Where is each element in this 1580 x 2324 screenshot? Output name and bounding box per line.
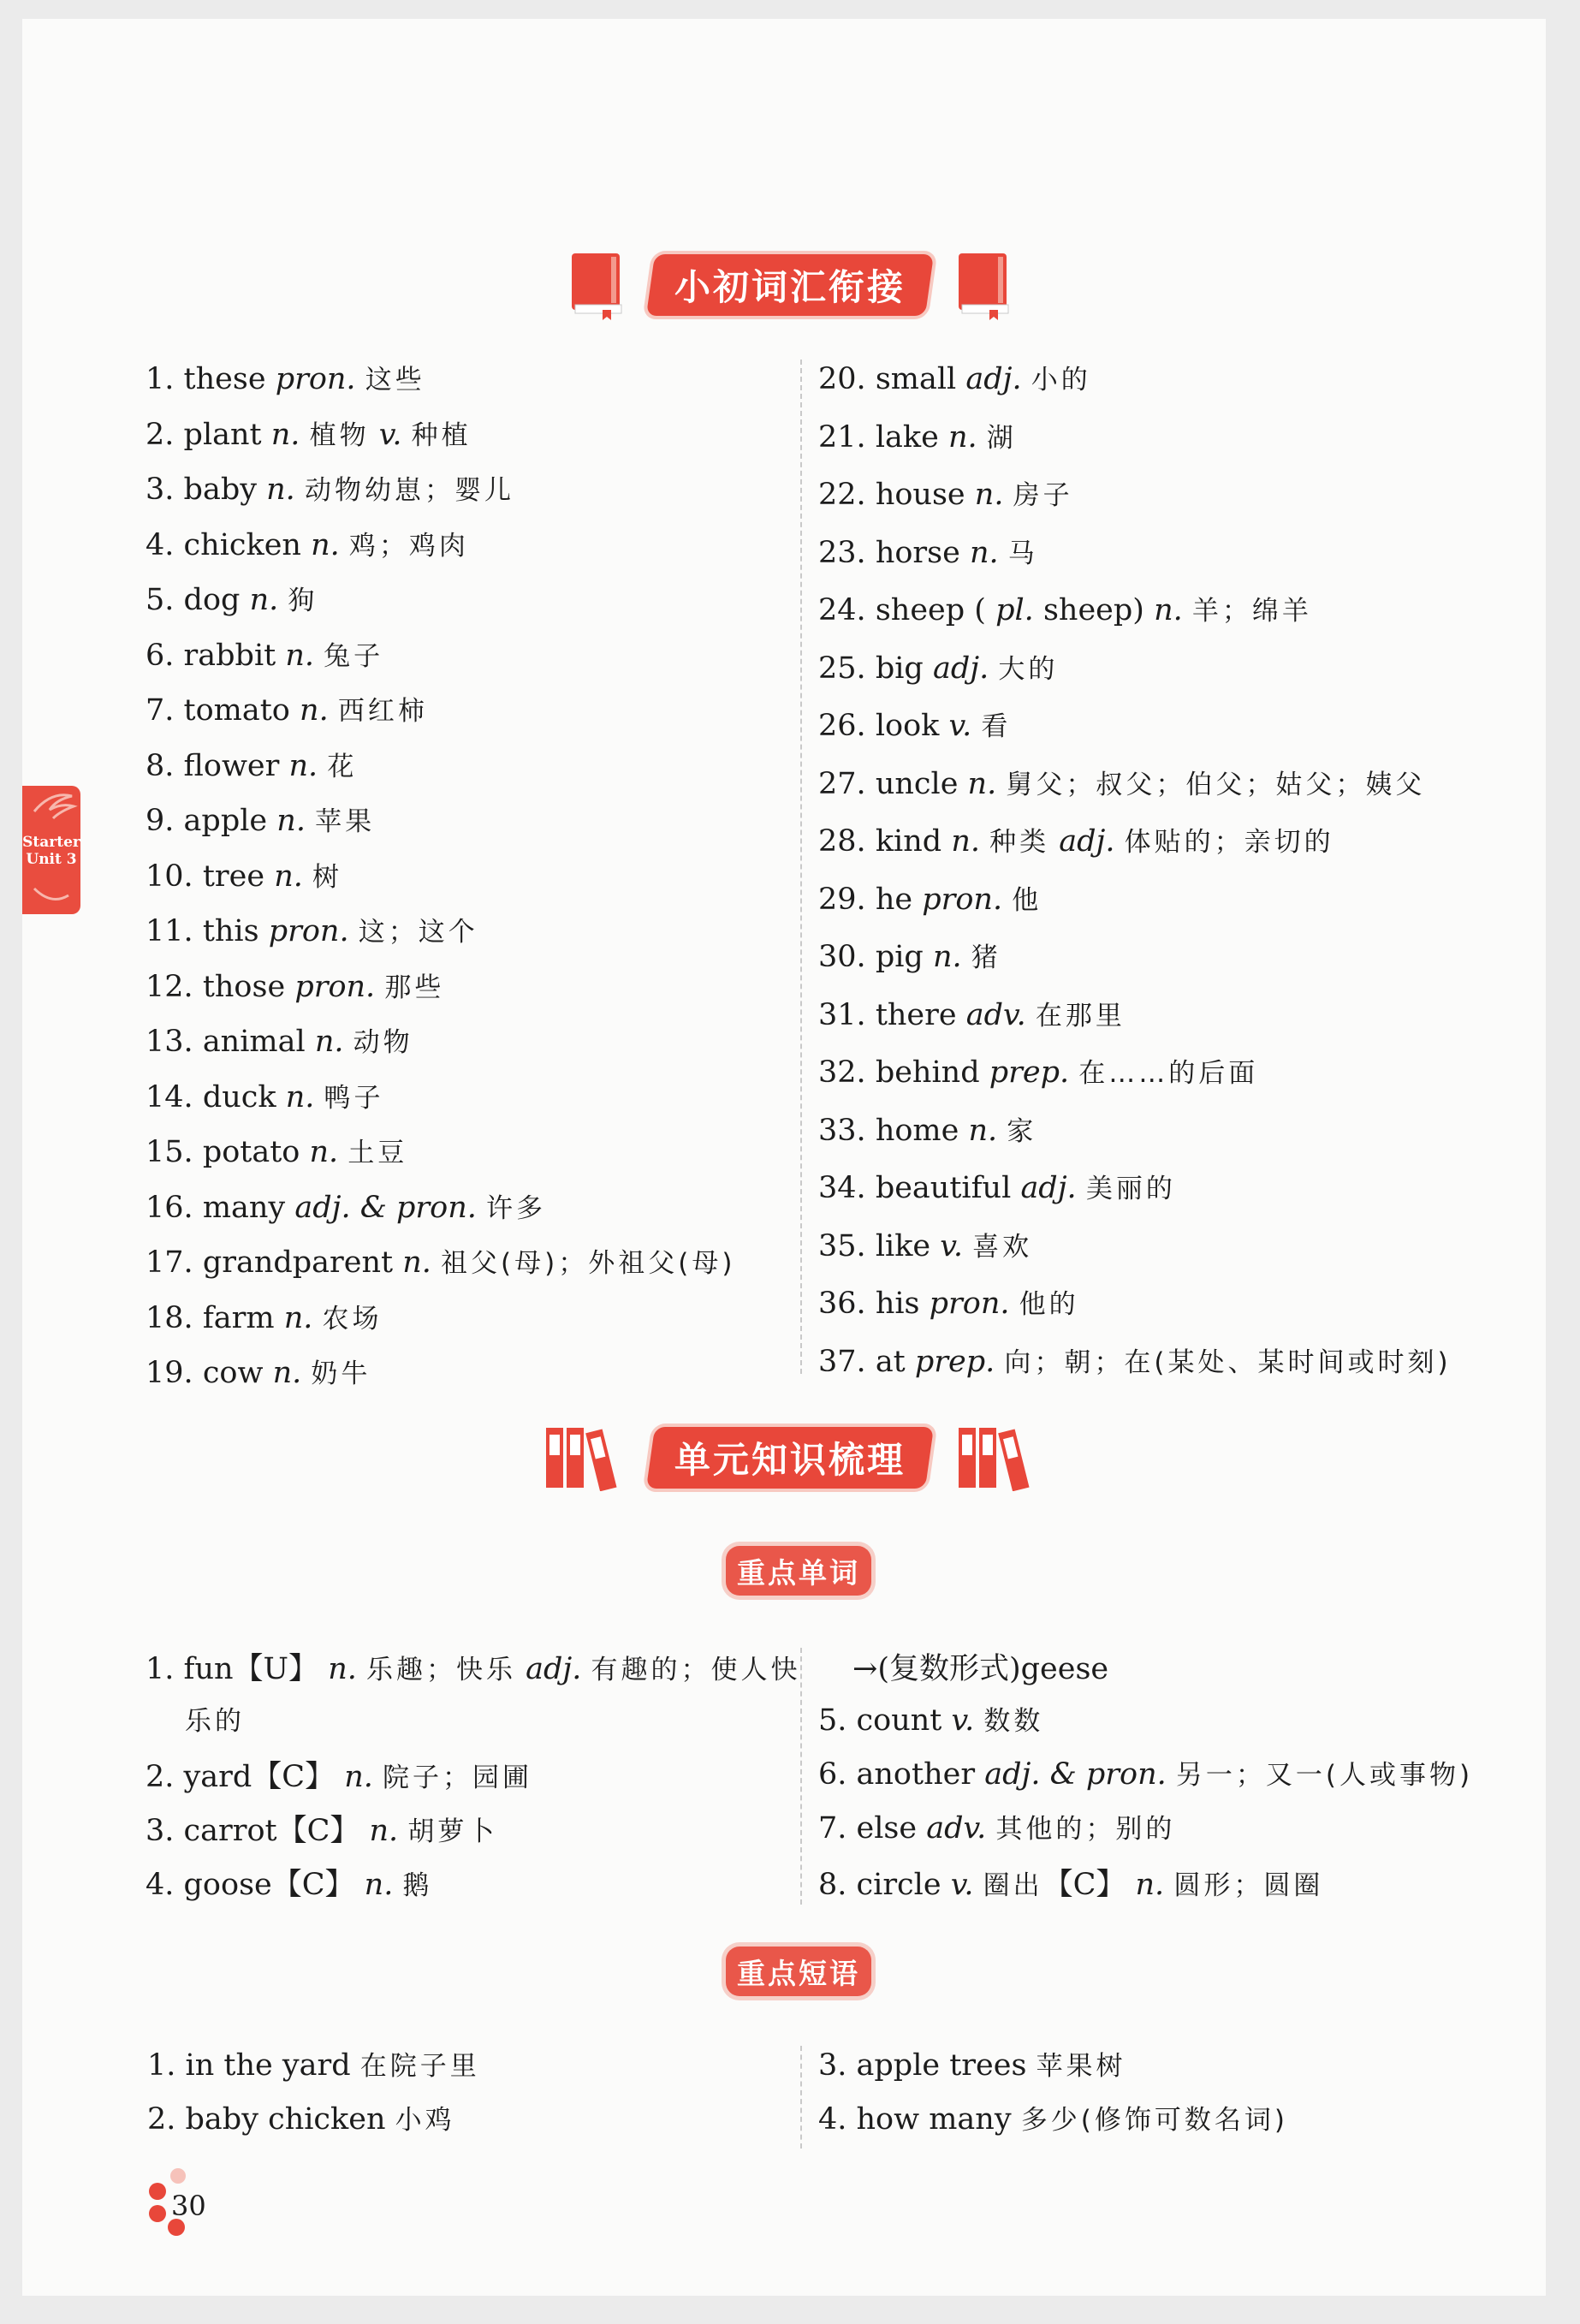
book-icon [568,250,625,320]
item-number: 9. [146,804,175,838]
item-number: 26. [818,709,866,743]
part-of-speech: n. [974,478,1004,512]
chinese-meaning: 土豆 [347,1138,408,1168]
part-of-speech: adj. [1020,1171,1077,1205]
item-number: 27. [818,766,866,801]
english-word: plant [183,417,262,452]
chinese-meaning: 动物 [353,1027,413,1058]
item-number: 18. [146,1300,193,1335]
chinese-meaning: 胡萝卜 [407,1816,498,1847]
chinese-meaning: 那些 [384,972,445,1003]
chinese-meaning: 乐的 [185,1706,245,1737]
word-text: 【C】 [1042,1868,1126,1902]
vocab-item [146,1020,413,1059]
chinese-meaning: 植物 [309,419,370,451]
vocab-item [146,910,478,948]
chinese-meaning: 在那里 [1035,1000,1126,1031]
item-number: 29. [818,882,866,917]
item-number: 15. [146,1135,193,1169]
chinese-meaning: 另一；又一(人或事物) [1175,1760,1474,1791]
english-word: horse [875,535,960,570]
english-word: farm [202,1300,275,1335]
column-divider [800,360,802,1374]
phrase-chinese: 多少(修饰可数名词) [1020,2105,1288,2136]
vocab-item [818,1167,1176,1205]
part-of-speech: n. [249,583,279,617]
chinese-meaning: 数数 [983,1706,1044,1737]
english-word: duck [202,1079,276,1114]
english-word: those [202,969,286,1004]
key-word-item [146,1753,532,1796]
phrase-english: 4. how many [818,2102,1012,2137]
part-of-speech: pron. [929,1287,1010,1321]
english-word: cow [202,1356,264,1390]
english-word: behind [875,1055,980,1090]
part-of-speech: adj. [932,651,989,686]
part-of-speech: n. [969,535,999,570]
chinese-meaning: 他的 [1019,1289,1079,1320]
item-number: 16. [146,1190,193,1225]
chinese-meaning: 奶牛 [311,1358,371,1389]
chinese-meaning: 树 [312,861,342,893]
key-word-item [146,1861,432,1904]
key-phrase-item [147,2044,480,2083]
english-word: sheep) [1042,593,1144,627]
key-word-item [818,1699,1043,1738]
vocab-section-title: 小初词汇衔接 [646,254,934,316]
english-word: beautiful [875,1171,1012,1205]
part-of-speech: n. [967,766,997,801]
vocab-item [146,966,444,1004]
vocab-item [818,532,1038,570]
chinese-meaning: 鸡；鸡肉 [348,530,469,562]
item-number: 10. [146,859,193,894]
key-phrase-item [818,2098,1288,2137]
part-of-speech: adj. & pron. [294,1190,477,1225]
chinese-meaning: 西红柿 [337,696,428,727]
vocab-item [146,634,383,673]
word-text: 2. yard【C】 [146,1760,336,1794]
word-text: 3. carrot【C】 [146,1814,360,1848]
chinese-meaning: 看 [981,711,1012,742]
part-of-speech: adj. [526,1652,582,1686]
part-of-speech: n. [951,824,980,859]
vocab-item [146,524,469,562]
part-of-speech: n. [270,417,300,452]
item-number: 13. [146,1025,193,1059]
vocab-item [818,936,1001,974]
chinese-meaning: 这些 [365,365,425,395]
part-of-speech: adv. [926,1811,987,1846]
part-of-speech: n. [1135,1868,1165,1902]
item-number: 34. [818,1171,866,1205]
chinese-meaning: 圆形；圆圈 [1173,1870,1324,1901]
phrase-english: 2. baby chicken [147,2102,386,2137]
chinese-meaning: 小的 [1031,365,1091,395]
english-word: small [875,362,957,396]
part-of-speech: prep. [989,1055,1070,1090]
vocab-item [818,994,1126,1032]
part-of-speech: n. [314,1025,344,1059]
item-number: 4. [146,527,175,562]
part-of-speech: pron. [268,914,349,948]
chinese-meaning: 羊；绵羊 [1191,596,1312,627]
part-of-speech: pl. [995,593,1034,627]
part-of-speech: n. [1154,593,1183,627]
chinese-meaning: 狗 [288,585,318,616]
chinese-meaning: 乐趣；快乐 [366,1655,517,1685]
part-of-speech: v. [378,417,402,452]
item-number: 6. [146,638,175,673]
vocab-item [146,799,375,838]
part-of-speech: n. [276,804,306,838]
chinese-meaning: 兔子 [324,640,384,672]
item-number: 21. [818,419,866,455]
part-of-speech: n. [947,419,977,455]
vocab-item [818,1225,1032,1263]
vocab-item [146,1241,735,1280]
vocab-item [818,1340,1452,1379]
item-number: 8. [146,748,175,783]
phrase-chinese: 小鸡 [395,2105,455,2136]
phrase-chinese: 苹果树 [1036,2051,1126,2082]
key-word-item [146,1645,801,1688]
vocab-item [146,1076,384,1114]
vocab-item [818,1282,1079,1321]
english-word: potato [202,1135,300,1169]
vocab-item [818,1109,1037,1148]
vocab-item [818,704,1011,743]
word-text: 6. another [818,1757,976,1792]
vocab-item [146,689,428,728]
chinese-meaning: 在……的后面 [1078,1058,1259,1089]
english-word: many [202,1190,286,1225]
vocab-item [818,473,1073,512]
item-number: 3. [146,473,175,507]
key-phrase-item [147,2098,455,2137]
word-text: 5. count [818,1703,942,1738]
vocab-item [146,579,318,617]
chinese-meaning: 花 [327,751,358,782]
chinese-meaning: 种类 [989,827,1050,858]
key-word-item [185,1699,245,1738]
vocab-item [818,358,1091,396]
item-number: 25. [818,651,866,686]
english-word: tree [202,859,265,894]
vocab-item [146,745,357,783]
vocab-item [818,820,1334,859]
key-phrase-item [818,2044,1126,2083]
english-word: big [875,651,924,686]
item-number: 20. [818,362,866,396]
item-number: 35. [818,1228,866,1263]
chinese-meaning: 向；朝；在(某处、某时间或时刻) [1004,1346,1452,1378]
part-of-speech: n. [300,693,329,728]
item-number: 14. [146,1079,193,1114]
english-word: dog [183,583,241,617]
phrase-chinese: 在院子里 [359,2051,480,2082]
column-divider [800,2046,802,2149]
vocab-item [146,1131,407,1169]
unit-section-banner [0,1419,1580,1496]
vocab-item [818,647,1058,686]
item-number: 1. [146,362,175,396]
key-word-item [852,1645,1108,1688]
chinese-meaning: 喜欢 [972,1231,1033,1263]
english-word: baby [183,473,257,507]
key-word-item [818,1753,1473,1792]
part-of-speech: adj. [1059,824,1115,859]
part-of-speech: adj. [965,362,1022,396]
column-divider [800,1648,802,1905]
vocab-item [818,878,1042,917]
part-of-speech: v. [950,1868,974,1902]
key-phrases-pill: 重点短语 [726,1947,871,1996]
part-of-speech: n. [328,1652,357,1686]
part-of-speech: n. [309,1135,339,1169]
english-word: sheep ( [875,593,986,627]
part-of-speech: pron. [294,969,376,1004]
vocab-item [146,1352,371,1390]
binders-icon [543,1424,625,1491]
item-number: 17. [146,1245,193,1280]
chinese-meaning: 苹果 [315,806,376,837]
part-of-speech: v. [940,1228,964,1263]
vocab-item [146,1297,383,1335]
vocab-item [818,416,1017,455]
item-number: 2. [146,417,175,452]
part-of-speech: pron. [275,362,356,396]
phrase-english: 3. apple trees [818,2048,1027,2083]
english-word: flower [183,748,280,783]
english-word: house [875,478,965,512]
vocab-section-banner [0,247,1580,324]
chinese-meaning: 体贴的；亲切的 [1124,827,1334,858]
part-of-speech: v. [951,1703,975,1738]
part-of-speech: n. [274,859,303,894]
part-of-speech: n. [266,473,295,507]
chinese-meaning: 大的 [998,653,1059,685]
chinese-meaning: 他 [1012,884,1042,916]
english-word: apple [183,804,268,838]
english-word: chicken [183,527,301,562]
chinese-meaning: 祖父(母)；外祖父(母) [441,1248,736,1279]
item-number: 37. [818,1344,866,1379]
chinese-meaning: 湖 [986,422,1017,454]
english-word: kind [875,824,942,859]
key-word-item [146,1807,497,1850]
chinese-meaning: 种植 [411,419,472,451]
phrase-english: 1. in the yard [147,2048,351,2083]
item-number: 11. [146,914,193,948]
english-word: look [875,709,940,743]
english-word: there [875,997,957,1032]
item-number: 19. [146,1356,193,1390]
vocab-item [818,589,1312,627]
chinese-meaning: 房子 [1013,480,1073,511]
item-number: 33. [818,1113,866,1148]
english-word: these [183,362,266,396]
english-word: pig [875,940,924,974]
part-of-speech: v. [948,709,972,743]
english-word: grandparent [202,1245,394,1280]
key-word-item [818,1807,1175,1846]
unit-side-tab [22,786,80,914]
word-text: →(复数形式) [852,1652,1021,1686]
vocab-item [146,468,514,507]
english-word: he [875,882,913,917]
word-text: 1. fun【U】 [146,1652,319,1686]
chinese-meaning: 有趣的；使人快 [591,1655,801,1685]
chinese-meaning: 鹅 [402,1870,433,1901]
chinese-meaning: 家 [1007,1115,1037,1147]
chinese-meaning: 院子；园圃 [383,1762,533,1793]
word-text: 8. circle [818,1868,941,1902]
part-of-speech: n. [288,748,318,783]
item-number: 22. [818,478,866,512]
english-word: at [875,1344,906,1379]
item-number: 23. [818,535,866,570]
vocab-item [146,855,342,894]
word-text: 4. goose【C】 [146,1868,355,1902]
part-of-speech: n. [344,1760,373,1794]
english-word: lake [875,419,939,455]
part-of-speech: n. [272,1356,302,1390]
chinese-meaning: 圈出 [983,1870,1043,1901]
part-of-speech: adv. [965,997,1026,1032]
part-of-speech: prep. [914,1344,995,1379]
vocab-item [818,1051,1258,1090]
vocab-item [146,1186,546,1225]
part-of-speech: n. [932,940,962,974]
english-word: his [875,1287,920,1321]
vocab-item [818,763,1425,801]
key-word-item [818,1861,1323,1904]
word-text: geese [1020,1652,1109,1686]
chinese-meaning: 动物幼崽；婴儿 [304,475,514,506]
chinese-meaning: 猪 [971,942,1001,973]
vocab-item [146,358,425,396]
key-words-pill: 重点单词 [726,1546,871,1596]
side-tab-line1: Starter [22,834,80,851]
unit-section-title: 单元知识梳理 [646,1427,934,1489]
part-of-speech: n. [369,1814,399,1848]
chinese-meaning: 这；这个 [358,917,478,948]
part-of-speech: n. [968,1113,998,1148]
english-word: rabbit [183,638,276,673]
english-word: this [202,914,259,948]
item-number: 36. [818,1287,866,1321]
english-word: like [875,1228,931,1263]
item-number: 24. [818,593,866,627]
part-of-speech: adj. & pron. [984,1757,1167,1792]
chinese-meaning: 美丽的 [1085,1174,1176,1204]
vocab-item [146,413,472,452]
chinese-meaning: 农场 [322,1303,383,1334]
part-of-speech: pron. [922,882,1003,917]
chinese-meaning: 其他的；别的 [995,1814,1176,1845]
part-of-speech: n. [311,527,340,562]
page-number: 30 [171,2190,206,2222]
english-word: animal [202,1025,306,1059]
part-of-speech: n. [285,638,315,673]
part-of-speech: n. [364,1868,394,1902]
chinese-meaning: 鸭子 [324,1082,384,1114]
part-of-speech: n. [402,1245,431,1280]
item-number: 31. [818,997,866,1032]
book-icon [955,250,1012,320]
chinese-meaning: 马 [1007,538,1038,569]
part-of-speech: n. [285,1079,315,1114]
item-number: 30. [818,940,866,974]
chinese-meaning: 舅父；叔父；伯父；姑父；姨父 [1006,769,1426,800]
english-word: uncle [875,766,959,801]
item-number: 12. [146,969,193,1004]
item-number: 5. [146,583,175,617]
item-number: 32. [818,1055,866,1090]
word-text: 7. else [818,1811,918,1846]
part-of-speech: n. [283,1300,313,1335]
item-number: 28. [818,824,866,859]
binders-icon [955,1424,1037,1491]
side-tab-line2: Unit 3 [26,851,77,868]
chinese-meaning: 许多 [486,1192,546,1224]
english-word: tomato [183,693,290,728]
item-number: 7. [146,693,175,728]
english-word: home [875,1113,959,1148]
